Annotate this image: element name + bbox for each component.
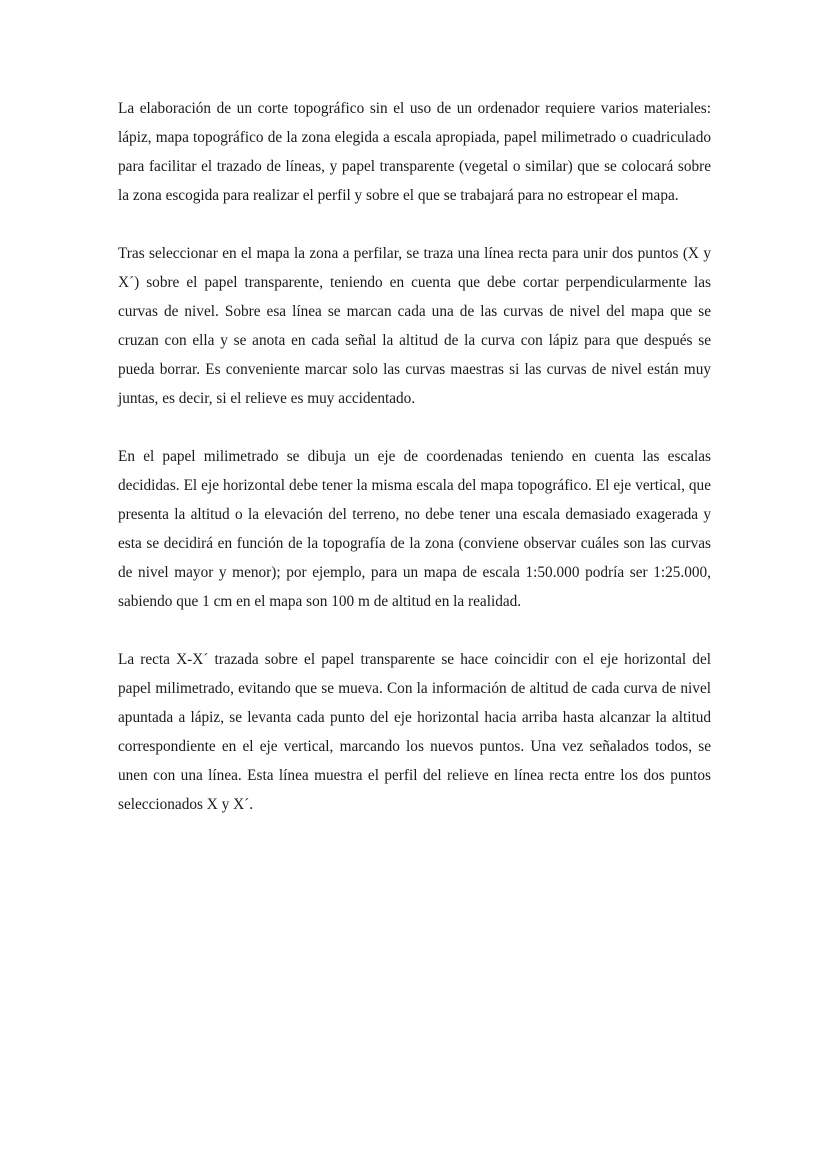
paragraph-materials: La elaboración de un corte topográfico sin el uso de un ordenador requiere varios materiales: lápiz, mapa topográfico de la zona elegida a escala apropiada, papel milimetrado o cuadriculado para facilitar el trazado de líneas, y papel transparente (vegetal o similar) que se colocará sobre la zona escogida para realizar el perfil y sobre el que se trabajará para no estropear el mapa. bbox=[118, 100, 711, 204]
paragraph-coordinate-axes: En el papel milimetrado se dibuja un eje de coordenadas teniendo en cuenta las escalas decididas. El eje horizontal debe tener la misma escala del mapa topográfico. El eje vertical, que presenta la altitud o la elevación del terreno, no debe tener una escala demasiado exagerada y esta se decidirá en función de la topografía de la zona (conviene observar cuáles son las curvas de nivel mayor y menor); por ejemplo, para un mapa de escala 1:50.000 podría ser 1:25.000, sabiendo que 1 cm en el mapa son 100 m de altitud en la realidad. bbox=[118, 448, 711, 610]
document-page bbox=[118, 94, 711, 848]
paragraph-line-tracing: Tras seleccionar en el mapa la zona a perfilar, se traza una línea recta para unir dos puntos (X y X´) sobre el papel transparente, teniendo en cuenta que debe cortar perpendicularmente las curvas de nivel. Sobre esa línea se marcan cada una de las curvas de nivel del mapa que se cruzan con ella y se anota en cada señal la altitud de la curva con lápiz para que después se pueda borrar. Es conveniente marcar solo las curvas maestras si las curvas de nivel están muy juntas, es decir, si el relieve es muy accidentado. bbox=[118, 245, 711, 407]
paragraph-profile-drawing: La recta X-X´ trazada sobre el papel transparente se hace coincidir con el eje horizontal del papel milimetrado, evitando que se mueva. Con la información de altitud de cada curva de nivel apuntada a lápiz, se levanta cada punto del eje horizontal hacia arriba hasta alcanzar la altitud correspondiente en el eje vertical, marcando los nuevos puntos. Una vez señalados todos, se unen con una línea. Esta línea muestra el perfil del relieve en línea recta entre los dos puntos seleccionados X y X´. bbox=[118, 651, 711, 813]
